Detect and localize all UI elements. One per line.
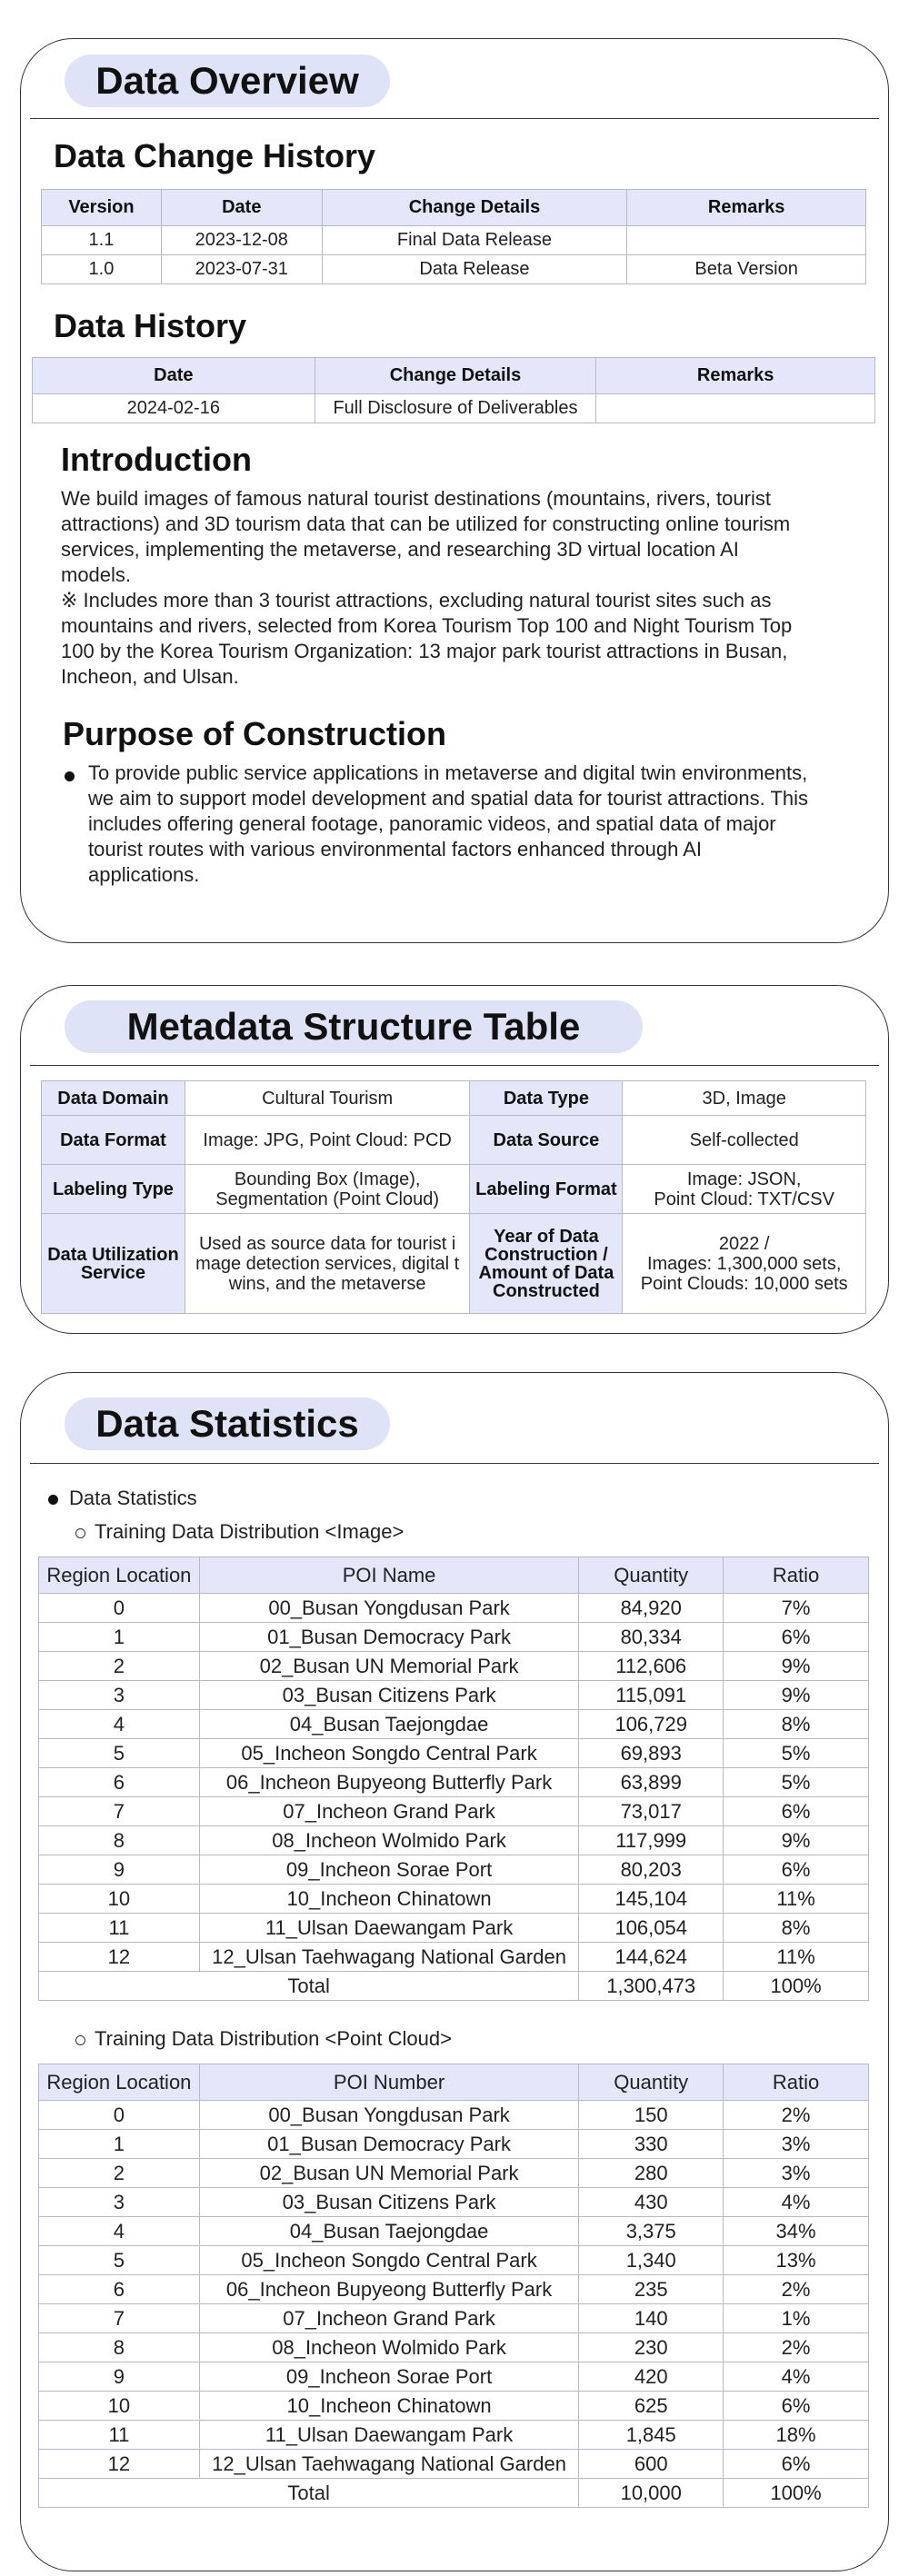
table-cell: Beta Version bbox=[627, 255, 866, 284]
table-cell: 11_Ulsan Daewangam Park bbox=[199, 1914, 578, 1943]
metadata-row bbox=[42, 1214, 866, 1314]
table-cell: 69,893 bbox=[579, 1739, 724, 1768]
table-cell: 80,334 bbox=[579, 1623, 724, 1652]
table-cell: 9% bbox=[724, 1652, 869, 1681]
text-line: models. bbox=[61, 563, 132, 586]
introduction-text bbox=[61, 486, 861, 690]
table-cell: 07_Incheon Grand Park bbox=[199, 2304, 578, 2333]
table-row bbox=[39, 2333, 869, 2362]
table-cell: 4 bbox=[39, 1710, 200, 1739]
table-cell: 01_Busan Democracy Park bbox=[199, 2130, 578, 2159]
purpose-text bbox=[88, 761, 879, 888]
table-cell: 3 bbox=[39, 1681, 200, 1710]
table-row bbox=[33, 394, 875, 423]
caption-image-distribution bbox=[75, 1520, 404, 1544]
column-header: Remarks bbox=[627, 190, 866, 226]
text-line: includes offering general footage, panoramic videos, and spatial data of major bbox=[88, 812, 776, 835]
table-cell: 4% bbox=[724, 2362, 869, 2392]
table-cell: 05_Incheon Songdo Central Park bbox=[199, 1739, 578, 1768]
table-total-row bbox=[39, 2479, 869, 2508]
change-history-table bbox=[41, 189, 866, 284]
table-cell: 6% bbox=[724, 1855, 869, 1885]
table-cell: 330 bbox=[579, 2130, 724, 2159]
text-line: To provide public service applications in metaverse and digital twin environments, bbox=[88, 761, 808, 784]
table-cell: 13% bbox=[724, 2246, 869, 2275]
table-cell: 11% bbox=[724, 1885, 869, 1914]
table-cell: 1 bbox=[39, 2130, 200, 2159]
table-cell: 06_Incheon Bupyeong Butterfly Park bbox=[199, 1768, 578, 1797]
table-cell: 420 bbox=[579, 2362, 724, 2392]
table-cell: 1 bbox=[39, 1623, 200, 1652]
table-cell: 115,091 bbox=[579, 1681, 724, 1710]
table-cell: 04_Busan Taejongdae bbox=[199, 1710, 578, 1739]
table-cell: 9 bbox=[39, 1855, 200, 1885]
table-cell bbox=[596, 394, 875, 423]
table-cell: 3,375 bbox=[579, 2217, 724, 2246]
table-cell: 4 bbox=[39, 2217, 200, 2246]
column-header: Region Location bbox=[39, 1557, 200, 1594]
text-line: tourist routes with various environmental factors enhanced through AI bbox=[88, 838, 703, 860]
table-cell: 05_Incheon Songdo Central Park bbox=[199, 2246, 578, 2275]
data-overview-card bbox=[20, 38, 889, 943]
table-cell: 235 bbox=[579, 2275, 724, 2304]
table-row bbox=[39, 1943, 869, 1972]
total-ratio: 100% bbox=[724, 2479, 869, 2508]
table-cell bbox=[627, 226, 866, 255]
table-row bbox=[39, 2101, 869, 2130]
metadata-key: Data Source bbox=[470, 1116, 623, 1165]
table-cell: 03_Busan Citizens Park bbox=[199, 1681, 578, 1710]
table-cell: 80,203 bbox=[579, 1855, 724, 1885]
metadata-value: 3D, Image bbox=[623, 1081, 866, 1116]
table-cell: 6 bbox=[39, 1768, 200, 1797]
table-cell: 230 bbox=[579, 2333, 724, 2362]
table-row bbox=[39, 2217, 869, 2246]
table-cell: 12_Ulsan Taehwagang National Garden bbox=[199, 1943, 578, 1972]
table-header-row bbox=[39, 2064, 869, 2101]
table-total-row bbox=[39, 1972, 869, 2001]
total-label: Total bbox=[39, 2479, 579, 2508]
table-cell: 11_Ulsan Daewangam Park bbox=[199, 2421, 578, 2450]
table-cell: 9% bbox=[724, 1681, 869, 1710]
table-cell: 106,054 bbox=[579, 1914, 724, 1943]
text-line: ※ Includes more than 3 tourist attractions, excluding natural tourist sites such as bbox=[61, 589, 772, 612]
table-row bbox=[39, 1623, 869, 1652]
table-cell: 150 bbox=[579, 2101, 724, 2130]
table-cell: 0 bbox=[39, 2101, 200, 2130]
text-line: We build images of famous natural tourist destinations (mountains, rivers, tourist bbox=[61, 487, 771, 510]
metadata-row bbox=[42, 1165, 866, 1214]
table-cell: 09_Incheon Sorae Port bbox=[199, 1855, 578, 1885]
column-header: Region Location bbox=[39, 2064, 200, 2101]
table-cell: 4% bbox=[724, 2188, 869, 2217]
text-line: Incheon, and Ulsan. bbox=[61, 665, 239, 688]
table-cell: 2% bbox=[724, 2333, 869, 2362]
metadata-value: 2022 / Images: 1,300,000 sets, Point Clouds: 10,000 sets bbox=[623, 1214, 866, 1314]
table-cell: 73,017 bbox=[579, 1797, 724, 1826]
metadata-card bbox=[20, 985, 889, 1334]
total-ratio: 100% bbox=[724, 1972, 869, 2001]
table-cell: 3% bbox=[724, 2159, 869, 2188]
point-cloud-distribution-table bbox=[38, 2064, 869, 2508]
table-row bbox=[39, 1768, 869, 1797]
metadata-value: Bounding Box (Image), Segmentation (Point Cloud) bbox=[185, 1165, 470, 1214]
table-row bbox=[39, 1681, 869, 1710]
table-cell: 5% bbox=[724, 1739, 869, 1768]
table-cell: 5% bbox=[724, 1768, 869, 1797]
metadata-key: Data Utilization Service bbox=[42, 1214, 185, 1314]
table-cell: 11 bbox=[39, 2421, 200, 2450]
table-row bbox=[39, 2130, 869, 2159]
table-cell: 2023-07-31 bbox=[161, 255, 322, 284]
column-header: Quantity bbox=[579, 1557, 724, 1594]
table-header-row bbox=[33, 358, 875, 394]
table-cell: 10 bbox=[39, 2392, 200, 2421]
table-cell: 9 bbox=[39, 2362, 200, 2392]
table-cell: 7 bbox=[39, 1797, 200, 1826]
metadata-value: Image: JSON, Point Cloud: TXT/CSV bbox=[623, 1165, 866, 1214]
table-row bbox=[39, 2450, 869, 2479]
table-cell: 1,340 bbox=[579, 2246, 724, 2275]
table-cell: 140 bbox=[579, 2304, 724, 2333]
image-distribution-table bbox=[38, 1557, 869, 2001]
metadata-row bbox=[42, 1116, 866, 1165]
table-cell: 625 bbox=[579, 2392, 724, 2421]
table-row bbox=[39, 1739, 869, 1768]
column-header: Ratio bbox=[724, 2064, 869, 2101]
divider bbox=[30, 1065, 879, 1066]
metadata-key: Data Type bbox=[470, 1081, 623, 1116]
data-statistics-card bbox=[20, 1372, 889, 2571]
table-cell: 00_Busan Yongdusan Park bbox=[199, 2101, 578, 2130]
table-row bbox=[39, 2304, 869, 2333]
column-header: Change Details bbox=[315, 358, 596, 394]
metadata-key: Data Format bbox=[42, 1116, 185, 1165]
table-cell: 10_Incheon Chinatown bbox=[199, 2392, 578, 2421]
table-cell: 2024-02-16 bbox=[33, 394, 315, 423]
table-row bbox=[39, 2246, 869, 2275]
table-cell: 8% bbox=[724, 1710, 869, 1739]
text-line: mountains and rivers, selected from Korea Tourism Top 100 and Night Tourism Top bbox=[61, 614, 793, 637]
table-cell: 08_Incheon Wolmido Park bbox=[199, 1826, 578, 1855]
table-cell: 10 bbox=[39, 1885, 200, 1914]
metadata-value: Cultural Tourism bbox=[185, 1081, 470, 1116]
table-cell: 02_Busan UN Memorial Park bbox=[199, 1652, 578, 1681]
table-cell: 34% bbox=[724, 2217, 869, 2246]
table-cell: 3 bbox=[39, 2188, 200, 2217]
heading-data-history: Data History bbox=[54, 307, 247, 344]
total-label: Total bbox=[39, 1972, 579, 2001]
heading-introduction: Introduction bbox=[61, 441, 252, 478]
table-cell: 0 bbox=[39, 1594, 200, 1623]
table-cell: 04_Busan Taejongdae bbox=[199, 2217, 578, 2246]
table-cell: 5 bbox=[39, 2246, 200, 2275]
table-cell: 07_Incheon Grand Park bbox=[199, 1797, 578, 1826]
table-cell: 09_Incheon Sorae Port bbox=[199, 2362, 578, 2392]
column-header: Remarks bbox=[596, 358, 875, 394]
data-history-table bbox=[32, 357, 875, 423]
text-line: applications. bbox=[88, 863, 200, 886]
column-header: Ratio bbox=[724, 1557, 869, 1594]
table-cell: 84,920 bbox=[579, 1594, 724, 1623]
total-quantity: 1,300,473 bbox=[579, 1972, 724, 2001]
column-header: Change Details bbox=[322, 190, 627, 226]
column-header: Version bbox=[42, 190, 162, 226]
metadata-row bbox=[42, 1081, 866, 1116]
table-cell: 18% bbox=[724, 2421, 869, 2450]
table-cell: 1% bbox=[724, 2304, 869, 2333]
text-line: services, implementing the metaverse, and researching 3D virtual location AI bbox=[61, 538, 739, 561]
table-row bbox=[39, 1855, 869, 1885]
table-row bbox=[39, 1885, 869, 1914]
table-cell: 6% bbox=[724, 2450, 869, 2479]
table-row bbox=[39, 2159, 869, 2188]
divider bbox=[30, 118, 879, 119]
total-quantity: 10,000 bbox=[579, 2479, 724, 2508]
metadata-key: Labeling Format bbox=[470, 1165, 623, 1214]
table-cell: 10_Incheon Chinatown bbox=[199, 1885, 578, 1914]
column-header: POI Name bbox=[199, 1557, 578, 1594]
bullet-label: Data Statistics bbox=[69, 1487, 197, 1509]
table-cell: 03_Busan Citizens Park bbox=[199, 2188, 578, 2217]
metadata-value: Self-collected bbox=[623, 1116, 866, 1165]
metadata-value: Image: JPG, Point Cloud: PCD bbox=[185, 1116, 470, 1165]
table-cell: 6 bbox=[39, 2275, 200, 2304]
table-row bbox=[39, 1826, 869, 1855]
table-cell: 1.1 bbox=[42, 226, 162, 255]
table-cell: 12 bbox=[39, 1943, 200, 1972]
table-cell: 8% bbox=[724, 1914, 869, 1943]
table-cell: 5 bbox=[39, 1739, 200, 1768]
table-cell: 2% bbox=[724, 2275, 869, 2304]
table-cell: 145,104 bbox=[579, 1885, 724, 1914]
column-header: Date bbox=[33, 358, 315, 394]
table-cell: 1.0 bbox=[42, 255, 162, 284]
table-cell: 08_Incheon Wolmido Park bbox=[199, 2333, 578, 2362]
metadata-key: Labeling Type bbox=[42, 1165, 185, 1214]
table-cell: Full Disclosure of Deliverables bbox=[315, 394, 596, 423]
caption-label: Training Data Distribution <Point Cloud> bbox=[95, 2027, 452, 2050]
table-cell: 8 bbox=[39, 2333, 200, 2362]
column-header: Quantity bbox=[579, 2064, 724, 2101]
metadata-table bbox=[41, 1080, 866, 1314]
column-header: Date bbox=[161, 190, 322, 226]
table-row bbox=[39, 1797, 869, 1826]
table-cell: 144,624 bbox=[579, 1943, 724, 1972]
table-cell: 280 bbox=[579, 2159, 724, 2188]
table-cell: 7% bbox=[724, 1594, 869, 1623]
table-cell: 112,606 bbox=[579, 1652, 724, 1681]
section-title-metadata: Metadata Structure Table bbox=[65, 1000, 643, 1053]
table-row bbox=[39, 1594, 869, 1623]
table-row bbox=[39, 2275, 869, 2304]
table-cell: 600 bbox=[579, 2450, 724, 2479]
table-cell: 7 bbox=[39, 2304, 200, 2333]
table-cell: 12 bbox=[39, 2450, 200, 2479]
table-cell: 2023-12-08 bbox=[161, 226, 322, 255]
table-header-row bbox=[42, 190, 866, 226]
table-header-row bbox=[39, 1557, 869, 1594]
table-cell: 2 bbox=[39, 1652, 200, 1681]
table-cell: 1,845 bbox=[579, 2421, 724, 2450]
table-cell: 2 bbox=[39, 2159, 200, 2188]
bullet-data-statistics bbox=[48, 1487, 197, 1510]
table-cell: 63,899 bbox=[579, 1768, 724, 1797]
table-row bbox=[39, 1710, 869, 1739]
table-cell: 12_Ulsan Taehwagang National Garden bbox=[199, 2450, 578, 2479]
heading-purpose-of-construction: Purpose of Construction bbox=[63, 715, 446, 752]
table-cell: 6% bbox=[724, 1797, 869, 1826]
table-cell: 6% bbox=[724, 1623, 869, 1652]
table-row bbox=[42, 226, 866, 255]
metadata-key: Data Domain bbox=[42, 1081, 185, 1116]
table-row bbox=[39, 2188, 869, 2217]
metadata-value: Used as source data for tourist i mage detection services, digital t wins, and the metaverse bbox=[185, 1214, 470, 1314]
table-cell: 2% bbox=[724, 2101, 869, 2130]
table-cell: 02_Busan UN Memorial Park bbox=[199, 2159, 578, 2188]
table-cell: Data Release bbox=[322, 255, 627, 284]
table-row bbox=[39, 1652, 869, 1681]
table-cell: 01_Busan Democracy Park bbox=[199, 1623, 578, 1652]
table-row bbox=[39, 2392, 869, 2421]
table-row bbox=[39, 1914, 869, 1943]
table-row bbox=[42, 255, 866, 284]
table-row bbox=[39, 2362, 869, 2392]
table-row bbox=[39, 2421, 869, 2450]
section-title-data-statistics: Data Statistics bbox=[65, 1397, 390, 1450]
table-cell: 00_Busan Yongdusan Park bbox=[199, 1594, 578, 1623]
caption-label: Training Data Distribution <Image> bbox=[95, 1520, 405, 1543]
table-cell: 117,999 bbox=[579, 1826, 724, 1855]
section-title-data-overview: Data Overview bbox=[65, 55, 390, 107]
table-cell: 6% bbox=[724, 2392, 869, 2421]
table-cell: 106,729 bbox=[579, 1710, 724, 1739]
bullet-dot bbox=[65, 763, 85, 787]
divider bbox=[30, 1463, 879, 1464]
text-line: 100 by the Korea Tourism Organization: 13 major park tourist attractions in Busan, bbox=[61, 640, 788, 662]
table-cell: 8 bbox=[39, 1826, 200, 1855]
heading-data-change-history: Data Change History bbox=[54, 137, 376, 174]
table-cell: 3% bbox=[724, 2130, 869, 2159]
text-line: attractions) and 3D tourism data that can be utilized for constructing online tourism bbox=[61, 512, 791, 535]
column-header: POI Number bbox=[199, 2064, 578, 2101]
table-cell: 06_Incheon Bupyeong Butterfly Park bbox=[199, 2275, 578, 2304]
metadata-key: Year of Data Construction / Amount of Data Constructed bbox=[470, 1214, 623, 1314]
table-cell: 11% bbox=[724, 1943, 869, 1972]
text-line: we aim to support model development and spatial data for tourist attractions. This bbox=[88, 787, 809, 810]
table-cell: Final Data Release bbox=[322, 226, 627, 255]
table-cell: 11 bbox=[39, 1914, 200, 1943]
caption-point-cloud-distribution bbox=[75, 2027, 452, 2051]
table-cell: 9% bbox=[724, 1826, 869, 1855]
table-cell: 430 bbox=[579, 2188, 724, 2217]
